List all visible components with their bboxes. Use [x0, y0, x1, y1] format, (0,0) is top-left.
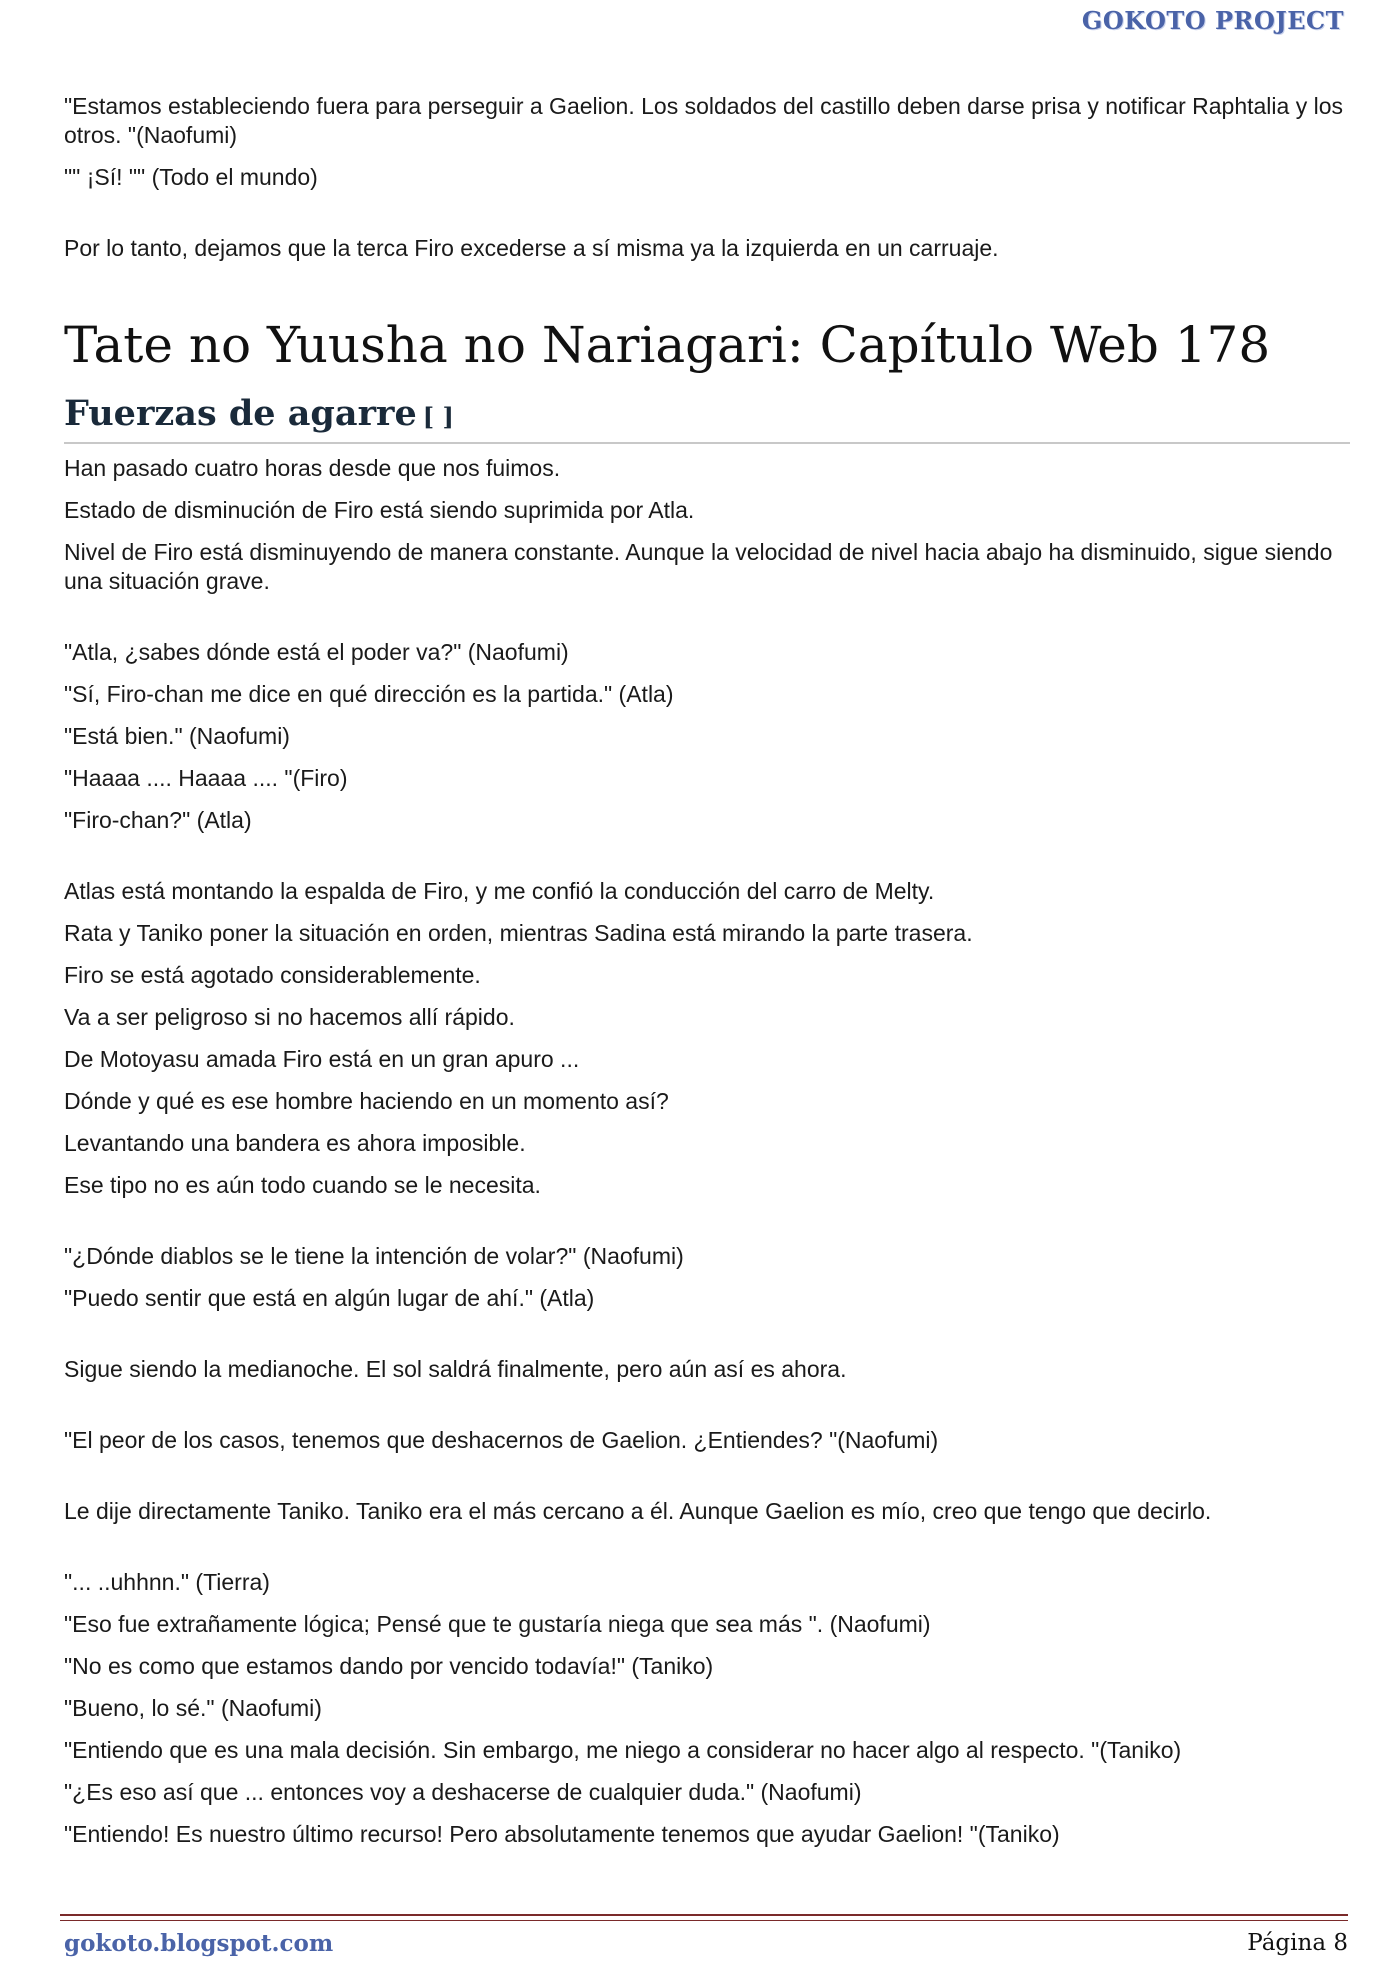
paragraph: De Motoyasu amada Firo está en un gran apuro ...: [64, 1046, 580, 1072]
paragraph: Levantando una bandera es ahora imposible.: [64, 1130, 526, 1156]
paragraph: "Firo-chan?" (Atla): [64, 807, 252, 833]
section-edit-bracket: [ ]: [422, 402, 454, 431]
paragraph: "Atla, ¿sabes dónde está el poder va?" (Naofumi): [64, 639, 569, 665]
paragraph: "... ..uhhnn." (Tierra): [64, 1569, 270, 1595]
paragraph: Han pasado cuatro horas desde que nos fuimos.: [64, 455, 561, 481]
paragraph: Le dije directamente Taniko. Taniko era el más cercano a él. Aunque Gaelion es mío, creo que tengo que decirlo.: [64, 1498, 1212, 1524]
paragraph: Nivel de Firo está disminuyendo de manera constante. Aunque la velocidad de nivel hacia abajo ha disminuido, sigue siendo una situación grave.: [64, 539, 1333, 594]
paragraph: "El peor de los casos, tenemos que deshacernos de Gaelion. ¿Entiendes? "(Naofumi): [64, 1427, 939, 1453]
section-title-text: Fuerzas de agarre: [64, 393, 417, 434]
section-title: [64, 393, 1350, 444]
paragraph: Rata y Taniko poner la situación en orden, mientras Sadina está mirando la parte trasera.: [64, 920, 973, 946]
footer-page-number: Página 8: [1247, 1930, 1348, 1956]
paragraph: Firo se está agotado considerablemente.: [64, 962, 481, 988]
paragraph: Sigue siendo la medianoche. El sol saldrá finalmente, pero aún así es ahora.: [64, 1356, 847, 1382]
paragraph: Va a ser peligroso si no hacemos allí rápido.: [64, 1004, 515, 1030]
paragraph: "Puedo sentir que está en algún lugar de ahí." (Atla): [64, 1285, 595, 1311]
footer-site-link[interactable]: gokoto.blogspot.com: [64, 1930, 334, 1957]
paragraph: "Estamos estableciendo fuera para perseguir a Gaelion. Los soldados del castillo deben darse prisa y notificar Raphtalia y los otros. "(Naofumi): [64, 93, 1344, 148]
paragraph: "No es como que estamos dando por vencido todavía!" (Taniko): [64, 1653, 714, 1679]
document-body: [64, 92, 1354, 1849]
paragraph: Dónde y qué es ese hombre haciendo en un momento así?: [64, 1088, 669, 1114]
paragraph: "Está bien." (Naofumi): [64, 723, 290, 749]
paragraph: "Sí, Firo-chan me dice en qué dirección es la partida." (Atla): [64, 681, 674, 707]
paragraph: "Eso fue extrañamente lógica; Pensé que te gustaría niega que sea más ". (Naofumi): [64, 1611, 931, 1637]
paragraph: "Bueno, lo sé." (Naofumi): [64, 1695, 322, 1721]
header-brand-logo: GOKOTO PROJECT: [1081, 6, 1344, 35]
paragraph: "¿Es eso así que ... entonces voy a deshacerse de cualquier duda." (Naofumi): [64, 1779, 862, 1805]
paragraph: Estado de disminución de Firo está siendo suprimida por Atla.: [64, 497, 695, 523]
paragraph: "Entiendo que es una mala decisión. Sin embargo, me niego a considerar no hacer algo al respecto. "(Taniko): [64, 1737, 1182, 1763]
paragraph: Ese tipo no es aún todo cuando se le necesita.: [64, 1172, 541, 1198]
paragraph: "¿Dónde diablos se le tiene la intención de volar?" (Naofumi): [64, 1243, 684, 1269]
paragraph: "Entiendo! Es nuestro último recurso! Pero absolutamente tenemos que ayudar Gaelion! "(Taniko): [64, 1821, 1060, 1847]
chapter-title: Tate no Yuusha no Nariagari: Capítulo Web 178: [64, 316, 1271, 374]
paragraph: Atlas está montando la espalda de Firo, y me confió la conducción del carro de Melty.: [64, 878, 935, 904]
paragraph: Por lo tanto, dejamos que la terca Firo excederse a sí misma ya la izquierda en un carruaje.: [64, 235, 999, 261]
footer-divider: [60, 1914, 1348, 1921]
paragraph: "" ¡Sí! "" (Todo el mundo): [64, 164, 318, 190]
paragraph: "Haaaa .... Haaaa .... "(Firo): [64, 765, 348, 791]
